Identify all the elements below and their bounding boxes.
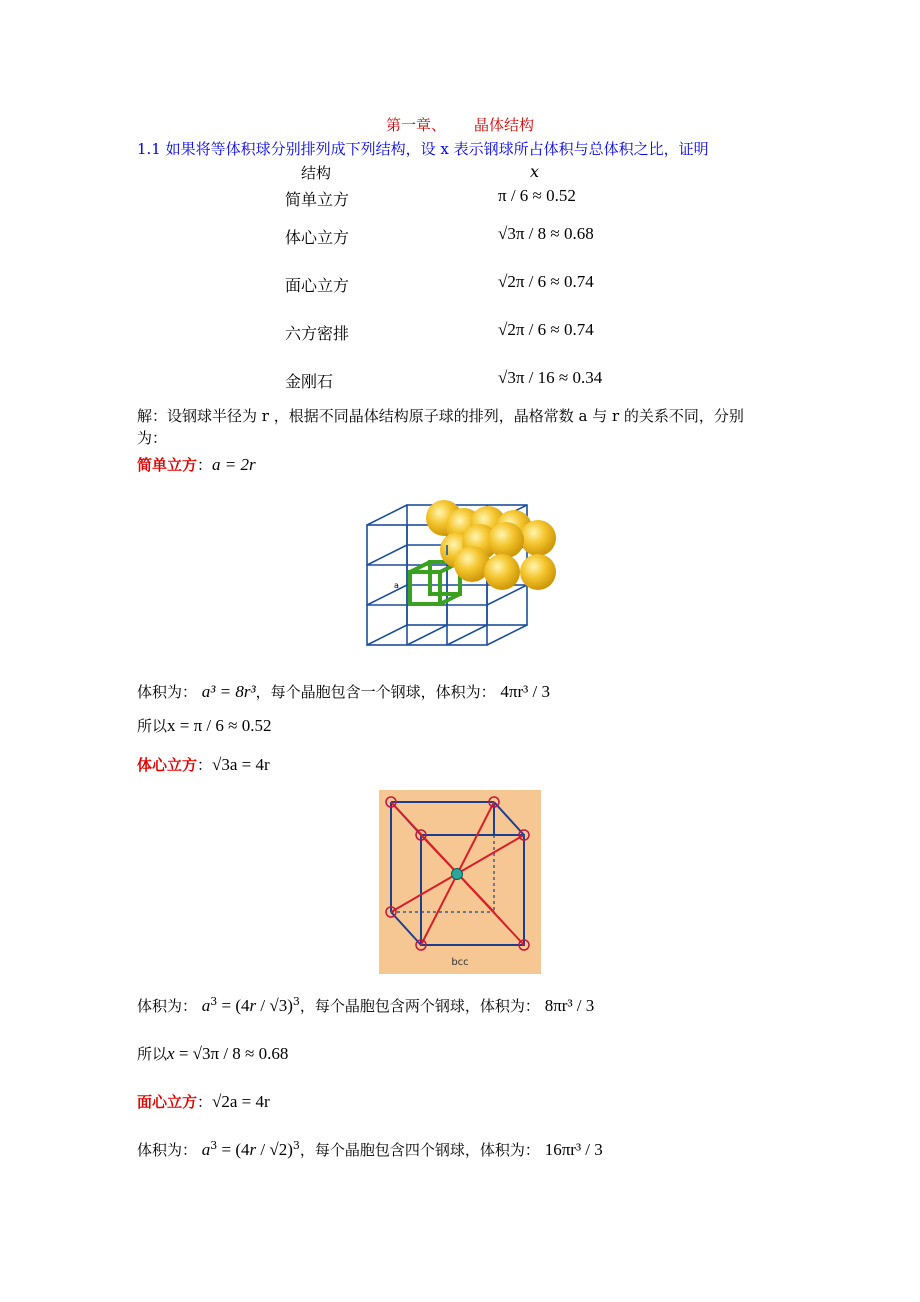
row-name-bcc: 体心立方 [285, 228, 350, 247]
sc-result-line: 所以x = π / 6 ≈ 0.52 [137, 716, 272, 735]
row-value-diamond: √3π / 16 ≈ 0.34 [498, 368, 603, 387]
fcc-volume-line: 体积为： $a^3 = (4r / √2)^3$，每个晶胞包含四个钢球，体积为： 16πr³ / 3 [137, 1139, 603, 1159]
row-value-hcp: √2π / 6 ≈ 0.74 [498, 320, 594, 339]
chapter-title: 第一章、 晶体结构 [385, 116, 535, 134]
row-value-sc: π / 6 ≈ 0.52 [498, 186, 576, 205]
row-value-bcc: √3π / 8 ≈ 0.68 [498, 224, 594, 243]
problem-statement: 1.1 如果将等体积球分别排列成下列结构，设 x 表示钢球所占体积与总体积之比，证明 [137, 140, 709, 158]
row-name-diamond: 金刚石 [285, 372, 334, 391]
row-name-fcc: 面心立方 [285, 276, 350, 295]
bcc-volume-line: 体积为： $a^3 = (4r / √3)^3$，每个晶胞包含两个钢球，体积为： 8πr³ / 3 [137, 995, 595, 1015]
sc-volume-line: 体积为： a³ = 8r³，每个晶胞包含一个钢球，体积为： 4πr³ / 3 [137, 682, 550, 701]
bcc-figure [379, 790, 541, 974]
bcc-figure-label: bcc [451, 957, 469, 968]
sc-figure-label: a [394, 581, 399, 590]
table-header-structure: 结构 [301, 164, 332, 182]
bcc-heading-line: 体心立方：√3a = 4r [137, 755, 270, 774]
solution-intro-line2: 为： [137, 429, 168, 447]
bcc-result-line: 所以x = √3π / 8 ≈ 0.68 [137, 1044, 289, 1063]
row-value-fcc: √2π / 6 ≈ 0.74 [498, 272, 594, 291]
fcc-heading-line: 面心立方：√2a = 4r [137, 1092, 270, 1111]
solution-intro-line1: 解：设钢球半径为 r ，根据不同晶体结构原子球的排列，晶格常数 a 与 r 的关系不同，分别 [137, 407, 744, 425]
row-name-hcp: 六方密排 [285, 324, 350, 343]
row-name-sc: 简单立方 [285, 190, 350, 209]
sc-heading-line: 简单立方：a = 2r [137, 455, 256, 474]
simple-cubic-figure [362, 500, 562, 650]
table-header-x: x [530, 162, 540, 181]
